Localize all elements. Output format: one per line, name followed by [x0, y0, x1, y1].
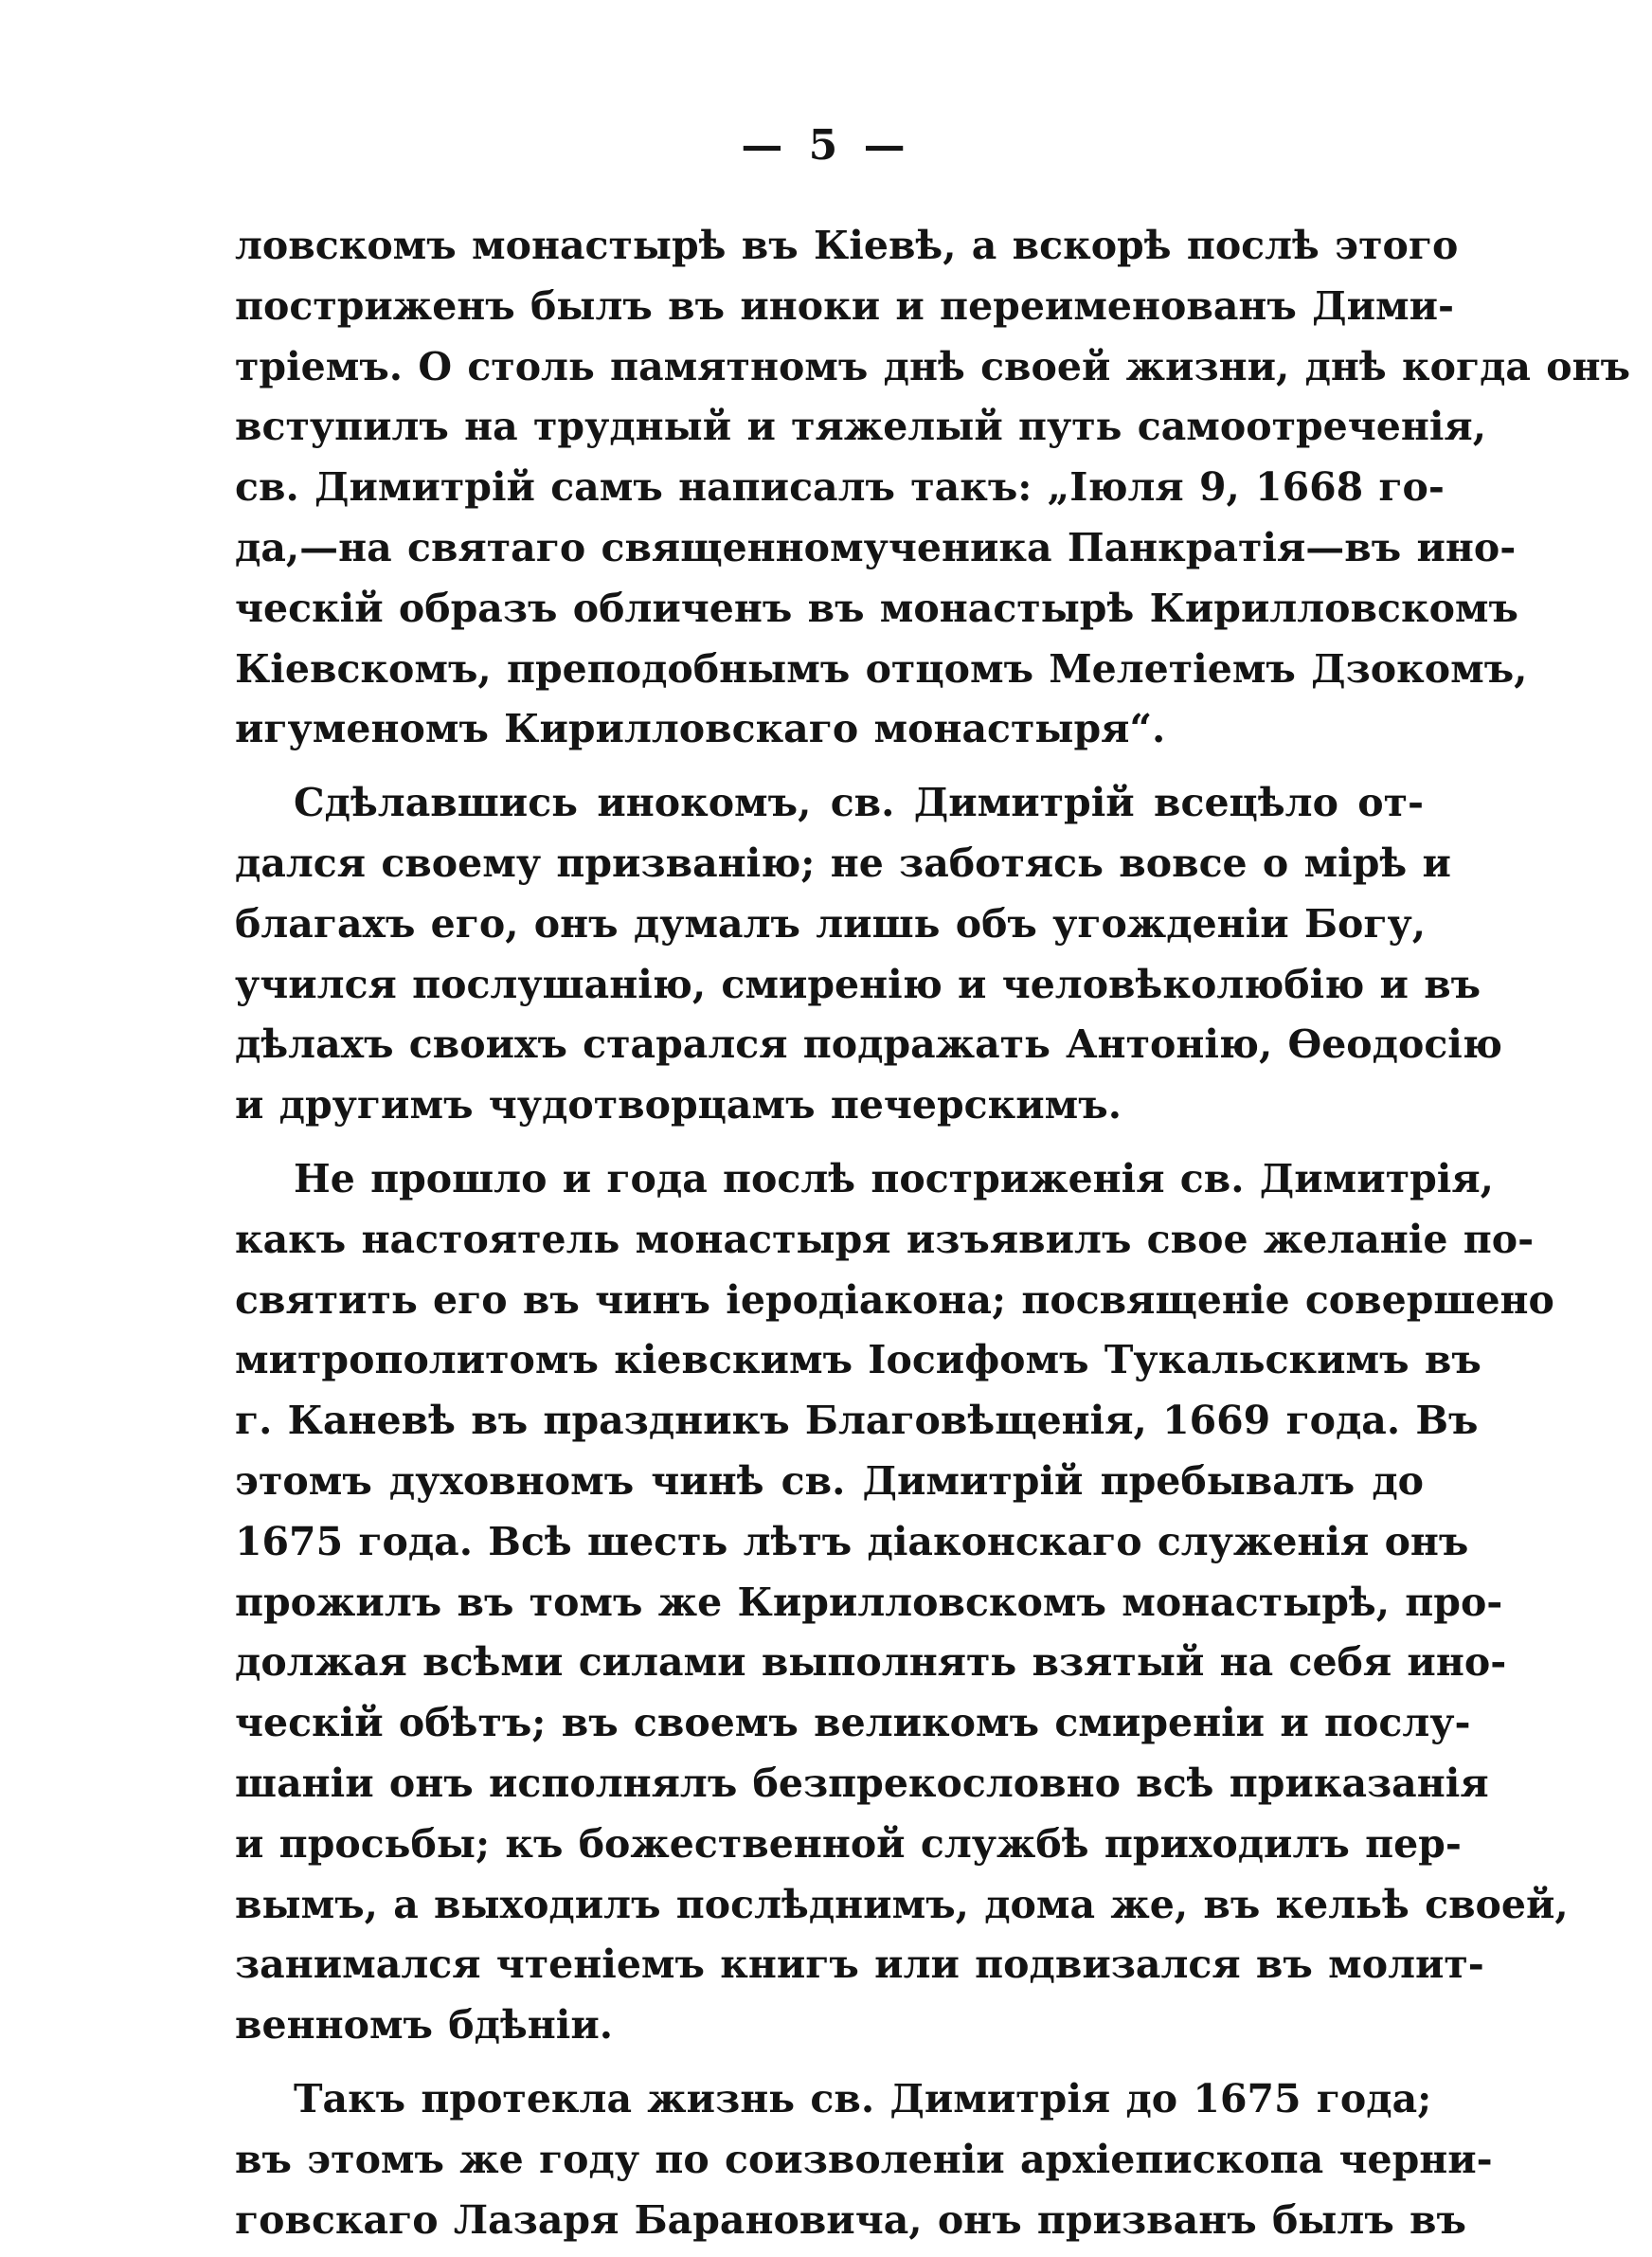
- text-line: дался своему призванію; не заботясь вовсе о мірѣ и: [235, 840, 1451, 886]
- text-line: ловскомъ монастырѣ въ Кіевѣ, а вскорѣ послѣ этого: [235, 223, 1459, 268]
- text-line: св. Димитрій самъ написалъ такъ: „Іюля 9, 1668 го-: [235, 464, 1445, 511]
- text-line: Такъ протекла жизнь св. Димитрія до 1675 года;: [294, 2075, 1432, 2122]
- paragraph-spacer: [235, 2056, 1424, 2069]
- text-line: тріемъ. О столь памятномъ днѣ своей жизни, днѣ когда онъ: [235, 343, 1631, 389]
- text-line: вымъ, а выходилъ послѣднимъ, дома же, въ кельѣ своей,: [235, 1881, 1569, 1927]
- text-line: г. Каневѣ въ праздникъ Благовѣщенія, 1669 года. Въ: [235, 1398, 1479, 1444]
- text-line: 1675 года. Всѣ шесть лѣтъ діаконскаго служенія онъ: [235, 1518, 1469, 1564]
- text-line: Сдѣлавшись инокомъ, св. Димитрій всецѣло от-: [294, 780, 1424, 826]
- text-line: Не прошло и года послѣ постриженія св. Димитрія,: [294, 1155, 1494, 1201]
- paragraph-spacer: [235, 1136, 1424, 1149]
- text-line: вступилъ на трудный и тяжелый путь самоотреченія,: [235, 404, 1486, 450]
- paragraph-3: [235, 1149, 1569, 2056]
- text-line: прожилъ въ томъ же Кирилловскомъ монастырѣ, про-: [235, 1579, 1503, 1625]
- text-line: какъ настоятель монастыря изъявилъ свое желаніе по-: [235, 1216, 1535, 1262]
- paragraph-1: [235, 216, 1631, 760]
- text-line: ческій обѣтъ; въ своемъ великомъ смиреніи и послу-: [235, 1700, 1471, 1746]
- text-line: въ этомъ же году по соизволеніи архіепископа черни-: [235, 2136, 1493, 2182]
- page-number: — 5 —: [741, 121, 911, 170]
- text-line: шаніи онъ исполнялъ безпрекословно всѣ приказанія: [235, 1760, 1489, 1806]
- text-line: ческій образъ обличенъ въ монастырѣ Кирилловскомъ: [235, 585, 1518, 631]
- text-line: учился послушанію, смиренію и человѣколюбію и въ: [235, 961, 1481, 1007]
- text-line: говскаго Лазаря Барановича, онъ призванъ былъ въ: [235, 2196, 1466, 2243]
- text-line: этомъ духовномъ чинѣ св. Димитрій пребывалъ до: [235, 1457, 1424, 1504]
- body-text: [235, 216, 1631, 2250]
- text-line: благахъ его, онъ думалъ лишь объ угожденіи Богу,: [235, 900, 1426, 947]
- paragraph-spacer: [235, 760, 1424, 773]
- text-line: и просьбы; къ божественной службѣ приходилъ пер-: [235, 1820, 1462, 1867]
- text-line: игуменомъ Кирилловскаго монастыря“.: [235, 706, 1166, 752]
- text-line: святить его въ чинъ іеродіакона; посвященіе совершено: [235, 1276, 1554, 1323]
- paragraph-2: [235, 773, 1502, 1136]
- text-line: венномъ бдѣніи.: [235, 2002, 614, 2049]
- text-line: занимался чтеніемъ книгъ или подвизался въ молит-: [235, 1941, 1484, 1988]
- text-line: Кіевскомъ, преподобнымъ отцомъ Мелетіемъ Дзокомъ,: [235, 645, 1528, 692]
- text-line: дѣлахъ своихъ старался подражать Антонію, Ѳеодосію: [235, 1021, 1502, 1068]
- paragraph-4: [235, 2069, 1493, 2250]
- text-line: должая всѣми силами выполнять взятый на себя ино-: [235, 1639, 1507, 1686]
- text-line: митрополитомъ кіевскимъ Іосифомъ Тукальскимъ въ: [235, 1337, 1481, 1383]
- text-line: постриженъ былъ въ иноки и переименованъ Дими-: [235, 282, 1455, 329]
- text-line: да,—на святаго священномученика Панкратія—въ ино-: [235, 524, 1517, 570]
- text-line: и другимъ чудотворцамъ печерскимъ.: [235, 1082, 1122, 1128]
